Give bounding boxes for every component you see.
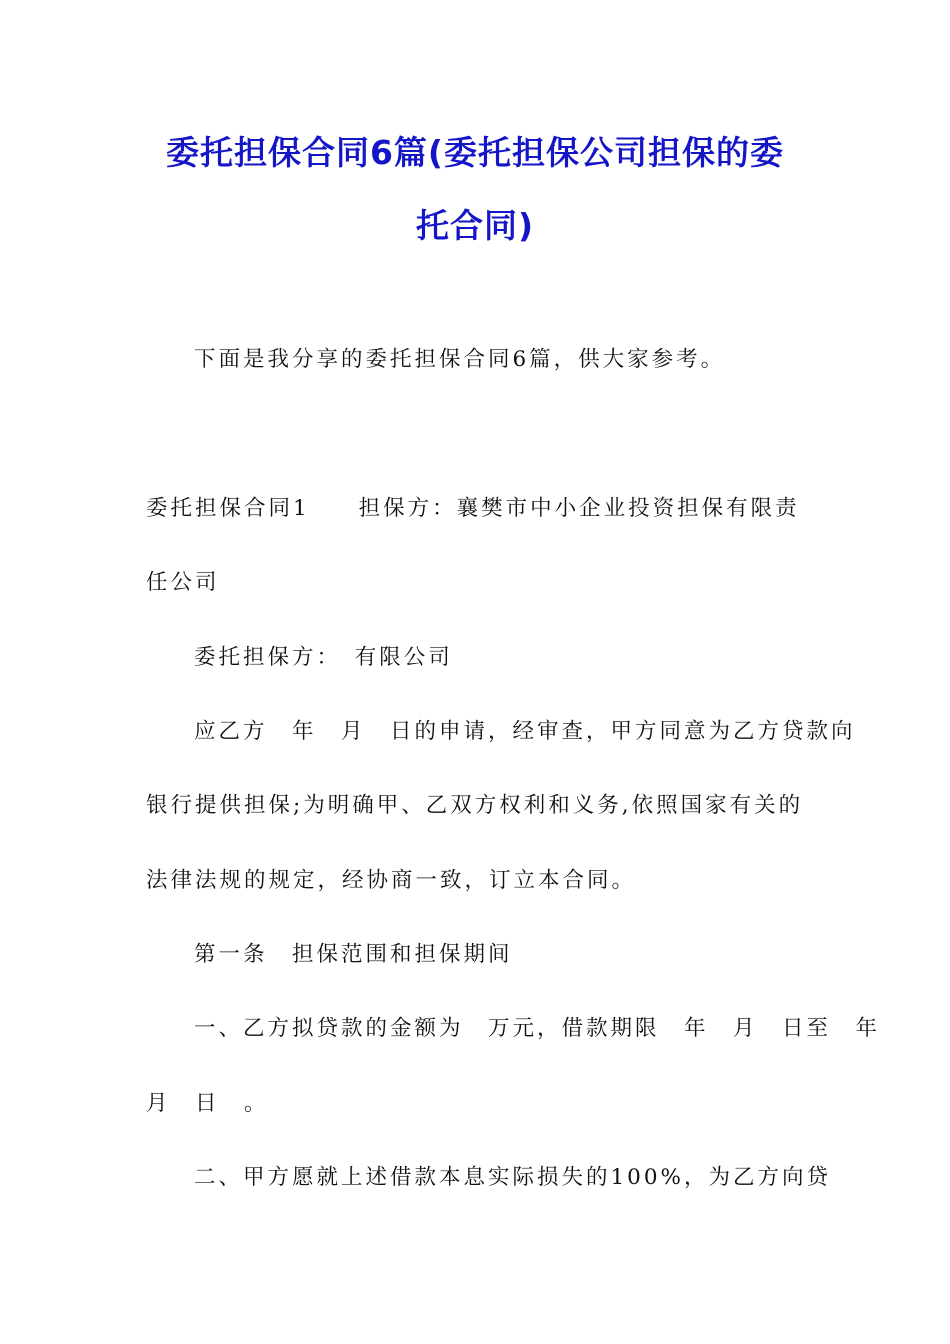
body-paragraph-line: 银行提供担保;为明确甲、乙双方权利和义务,依照国家有关的 <box>146 793 804 818</box>
body-paragraph-line: 月 日 。 <box>146 1091 269 1116</box>
contract-heading-line: 委托担保合同1 担保方：襄樊市中小企业投资担保有限责 <box>146 496 800 521</box>
contract-heading-continuation: 任公司 <box>146 570 220 595</box>
document-title-line-2: 托合同) <box>415 206 535 245</box>
body-paragraph-line: 二、甲方愿就上述借款本息实际损失的100%，为乙方向贷 <box>194 1165 831 1190</box>
body-paragraph-line: 法律法规的规定，经协商一致，订立本合同。 <box>146 868 637 893</box>
document-title-line-1: 委托担保合同6篇(委托担保公司担保的委 <box>165 133 785 172</box>
body-paragraph-line: 应乙方 年 月 日的申请，经审查，甲方同意为乙方贷款向 <box>194 719 856 744</box>
body-paragraph-line: 一、乙方拟贷款的金额为 万元，借款期限 年 月 日至 年 <box>194 1016 881 1041</box>
intro-paragraph: 下面是我分享的委托担保合同6篇，供大家参考。 <box>194 347 726 372</box>
entrusting-party-line: 委托担保方： 有限公司 <box>194 645 453 670</box>
article-heading: 第一条 担保范围和担保期间 <box>194 942 513 967</box>
